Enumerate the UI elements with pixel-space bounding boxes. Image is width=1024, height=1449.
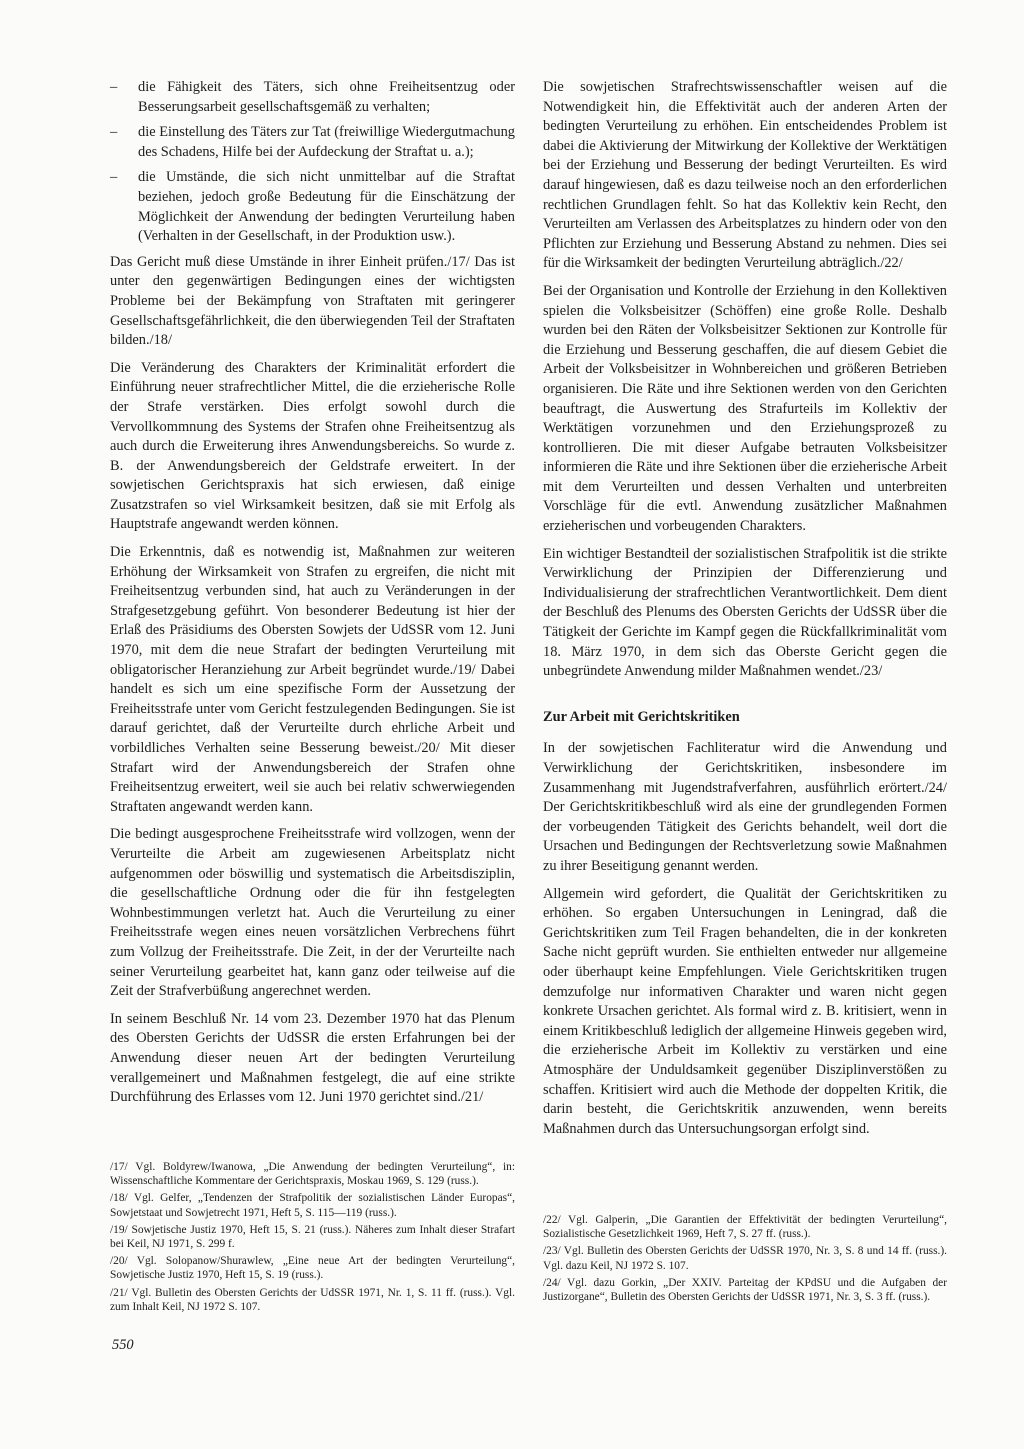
- body-paragraph: Bei der Organisation und Kontrolle der Erziehung in den Kollektiven spielen die Volksbeisitzer (Schöffen) eine große Rolle. Deshalb wurden bei den Räten der Volksbeisitzer Sektionen zur Kontrolle für die Erziehung und Besserung geschaffen, die auf diesem Gebiet die Arbeit der Volksbeisitzer in Wohnbereichen und größeren Betrieben organisieren. Die Räte und ihre Sektionen werden von den Gerichten beauftragt, die Auswertung des Strafurteils im Kollektiv der Werktätigen vorzunehmen und den Erziehungsprozeß zu kontrollieren. Die mit dieser Aufgabe betrauten Volksbeisitzer informieren die Räte und ihre Sektionen über die erzieherische Arbeit mit dem Verurteilten und dessen Verhalten und unterbreiten Vorschläge für die evtl. Anwendung zusätzlicher Maßnahmen erzieherischen und vorbeugenden Charakters.: [543, 282, 947, 535]
- body-paragraph: Die bedingt ausgesprochene Freiheitsstrafe wird vollzogen, wenn der Verurteilte die Arbeit am zugewiesenen Arbeitsplatz nicht aufgenommen oder böswillig und systematisch die Arbeitsdisziplin, die gesellschaftliche Ordnung oder die für ihn festgelegten Wohnbestimmungen verletzt hat. Auch die Verurteilung zu einer Freiheitsstrafe wegen eines neuen vorsätzlichen Verbrechens führt zum Vollzug der Freiheitsstrafe. Die Zeit, in der der Verurteilte nach seiner Verurteilung gearbeitet hat, kann ganz oder teilweise auf die Zeit der Strafverbüßung angerechnet werden.: [110, 826, 515, 1000]
- bullet-text: die Fähigkeit des Täters, sich ohne Freiheitsentzug oder Besserungsarbeit gesellschaftsgemäß zu verhalten;: [138, 79, 515, 115]
- dash-glyph: –: [110, 79, 118, 95]
- footnote: /18/ Vgl. Gelfer, „Tendenzen der Strafpolitik der sozialistischen Länder Europas“, Sowjetstaat und Sowjetrecht 1971, Heft 5, S. 115—119 (russ.).: [110, 1192, 515, 1219]
- footnote: /21/ Vgl. Bulletin des Obersten Gerichts der UdSSR 1971, Nr. 1, S. 11 ff. (russ.). Vgl. zum Inhalt Keil, NJ 1972 S. 107.: [110, 1286, 515, 1313]
- bullet-text: die Einstellung des Täters zur Tat (freiwillige Wiedergutmachung des Schadens, Hilfe bei der Aufdeckung der Straftat u. a.);: [138, 124, 515, 160]
- right-column: [543, 78, 947, 1147]
- footnote: /22/ Vgl. Galperin, „Die Garantien der Effektivität der bedingten Verurteilung“, Sozialistische Gesetzlichkeit 1969, Heft 7, S. 27 ff. (russ.).: [543, 1214, 947, 1241]
- body-paragraph: Die Erkenntnis, daß es notwendig ist, Maßnahmen zur weiteren Erhöhung der Wirksamkeit von Strafen zu ergreifen, die nicht mit Freiheitsentzug verbunden sind, hat auch zu Veränderungen in der Strafgesetzgebung geführt. Von besonderer Bedeutung ist hier der Erlaß des Präsidiums des Obersten Sowjets der UdSSR vom 12. Juni 1970, mit dem die neue Strafart der bedingten Verurteilung mit obligatorischer Heranziehung zur Arbeit begründet wurde./19/ Dabei handelt es sich um eine spezifische Form der Aussetzung der Freiheitsstrafe unter vom Gericht festzulegenden Bedingungen. Sie ist darauf gerichtet, daß der Verurteilte durch ehrliche Arbeit und vorbildliches Verhalten seine Besserung beweist./20/ Mit dieser Strafart wird der Anwendungsbereich der Strafen ohne Freiheitsentzug erweitert, weil sie auch bei relativ schwerwiegenden Straftaten angewandt werden kann.: [110, 544, 515, 815]
- body-paragraph: Ein wichtiger Bestandteil der sozialistischen Strafpolitik ist die strikte Verwirklichung der Prinzipien der Differenzierung und Individualisierung der strafrechtlichen Verantwortlichkeit. Dem dient der Beschluß des Plenums des Obersten Gerichts der UdSSR über die Tätigkeit der Gerichte im Kampf gegen die Rückfallkriminalität vom 18. März 1970, in dem sich das Oberste Gericht gegen die unbegründete Anwendung milder Maßnahmen wendet./23/: [543, 545, 947, 680]
- footnote: /23/ Vgl. Bulletin des Obersten Gerichts der UdSSR 1970, Nr. 3, S. 8 und 14 ff. (russ.). Vgl. dazu Keil, NJ 1972 S. 107.: [543, 1245, 947, 1272]
- page-number: 550: [112, 1337, 134, 1353]
- bullet-item: [110, 123, 515, 162]
- body-paragraph: In seinem Beschluß Nr. 14 vom 23. Dezember 1970 hat das Plenum des Obersten Gerichts der UdSSR die ersten Erfahrungen bei der Anwendung dieser neuen Art der bedingten Verurteilung verallgemeinert und Maßnahmen festgelegt, die auf eine strikte Durchführung des Erlasses vom 12. Juni 1970 gerichtet sind./21/: [110, 1010, 515, 1106]
- body-paragraph: Allgemein wird gefordert, die Qualität der Gerichtskritiken zu erhöhen. So ergaben Untersuchungen in Leningrad, daß die Gerichtskritiken zum Teil Fragen behandelten, die in der konkreten Sache nicht geprüft wurden. Sie enthielten entweder nur allgemeine oder überhaupt keine Empfehlungen. Viele Gerichtskritiken trugen demzufolge nur informativen Charakter und waren nicht gegen konkrete Ursachen gerichtet. Als formal wird z. B. kritisiert, wenn in einem Kritikbeschluß lediglich der allgemeine Hinweis gegeben wird, die erzieherische Arbeit im Kollektiv zu verstärken und eine Atmosphäre der Unduldsamkeit gegenüber Disziplinverstößen zu schaffen. Kritisiert wird auch die Methode der doppelten Kritik, die darin besteht, die Gerichtskritik anzuwenden, wenn bereits Maßnahmen durch das Untersuchungsorgan erfolgt sind.: [543, 885, 947, 1137]
- body-paragraph: Das Gericht muß diese Umstände in ihrer Einheit prüfen./17/ Das ist unter den gegenwärtigen Bedingungen eines der wichtigsten Probleme bei der Bekämpfung von Straftaten mit geringerer Gesellschaftsgefährlichkeit, die den überwiegenden Teil der Straftaten bilden./18/: [110, 253, 515, 349]
- footnote: /19/ Sowjetische Justiz 1970, Heft 15, S. 21 (russ.). Näheres zum Inhalt dieser Strafart bei Keil, NJ 1971, S. 299 f.: [110, 1223, 515, 1251]
- footnotes-left: [110, 1160, 515, 1317]
- section-heading: Zur Arbeit mit Gerichtskritiken: [543, 708, 740, 725]
- footnote: /20/ Vgl. Solopanow/Shurawlew, „Eine neue Art der bedingten Verurteilung“, Sowjetische Justiz 1970, Heft 15, S. 19 (russ.).: [110, 1255, 515, 1282]
- dash-glyph: –: [110, 124, 118, 141]
- body-paragraph: Die Veränderung des Charakters der Kriminalität erfordert die Einführung neuer strafrechtlicher Mittel, die die erzieherische Rolle der Strafe verstärken. Dies erfolgt sowohl durch die Vervollkommnung des Systems der Strafen ohne Freiheitsentzug als auch durch die Erweiterung ihres Anwendungsbereichs. So wurde z. B. der Anwendungsbereich der Geldstrafe erweitert. In der sowjetischen Gerichtspraxis hat sich erwiesen, daß einige Zusatzstrafen so viel Wirksamkeit besitzen, daß sie mit Erfolg als Hauptstrafe angewandt werden können.: [110, 359, 515, 533]
- dash-glyph: –: [110, 169, 118, 186]
- body-paragraph: In der sowjetischen Fachliteratur wird die Anwendung und Verwirklichung der Gerichtskritiken, insbesondere im Zusammenhang mit Jugendstrafverfahren, ausführlich erörtert./24/ Der Gerichtskritikbeschluß wird als eine der grundlegenden Formen der vorbeugenden Tätigkeit des Gerichts behandelt, weil dort die Ursachen und Bedingungen der Rechtsverletzung sowie Maßnahmen zu ihrer Beseitigung genannt werden.: [543, 740, 947, 874]
- footnote: /17/ Vgl. Boldyrew/Iwanowa, „Die Anwendung der bedingten Verurteilung“, in: Wissenschaftliche Kommentare der Gerichtspraxis, Moskau 1969, S. 129 (russ.).: [110, 1161, 515, 1188]
- bullet-item: [110, 78, 515, 117]
- footnotes-right: [543, 1213, 947, 1307]
- bullet-text: die Umstände, die sich nicht unmittelbar auf die Straftat beziehen, jedoch große Bedeutung für die Einschätzung der Möglichkeit der Anwendung der bedingten Verurteilung haben (Verhalten in der Gesellschaft, in der Produktion usw.).: [138, 169, 515, 245]
- bullet-item: [110, 168, 515, 246]
- body-paragraph: Die sowjetischen Strafrechtswissenschaftler weisen auf die Notwendigkeit hin, die Effektivität auch der anderen Arten der bedingten Verurteilung zu erhöhen. Ein entscheidendes Problem ist dabei die Aktivierung der Mitwirkung der Kollektive der Werktätigen bei der Erziehung und Besserung der bedingt Verurteilten. Es wird darauf hingewiesen, daß es dazu teilweise noch an den erforderlichen rechtlichen Grundlagen fehlt. So hat das Kollektiv kein Recht, den Verurteilten am Verlassen des Arbeitsplatzes zu hindern oder von den Pflichten zur Erziehung und Besserung Abstand zu nehmen. Dies sei für die Wirksamkeit der bedingten Verurteilung abträglich./22/: [543, 79, 947, 272]
- footnote: /24/ Vgl. dazu Gorkin, „Der XXIV. Parteitag der KPdSU und die Aufgaben der Justizorgane“, Bulletin des Obersten Gerichts der UdSSR 1971, Nr. 3, S. 3 ff. (russ.).: [543, 1276, 947, 1304]
- left-column: [110, 78, 515, 1116]
